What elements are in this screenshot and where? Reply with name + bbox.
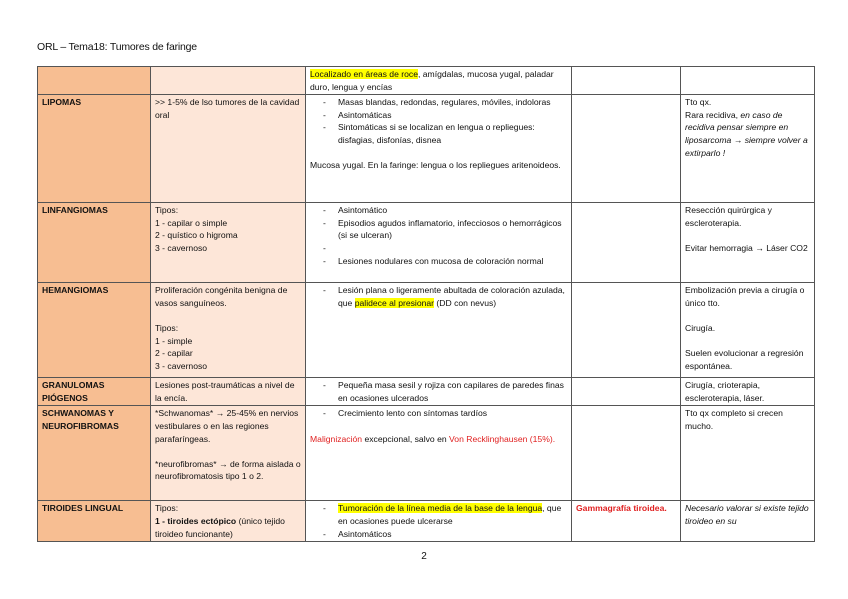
clinic-cell (306, 283, 572, 378)
red-text: Gammagrafía tiroidea. (576, 503, 667, 514)
treatment-cell: Tto qx. Rara recidiva, en caso de recidiva pensar siempre en liposarcoma → siempre volver a extirparlo ! (681, 95, 815, 203)
list-item: - Episodios agudos inflamatorio, infecciosos o hemorrágicos (si se ulceran) (310, 217, 567, 242)
diagnosis-cell (572, 203, 681, 283)
description-cell: >> 1-5% de lso tumores de la cavidad oral (151, 95, 306, 203)
diagnosis-cell (572, 378, 681, 406)
description-cell (151, 67, 306, 95)
description-cell: *Schwanomas* → 25-45% en nervios vestibulares o en las regiones parafaríngeas. *neurofibromas* → de forma aislada o neurofibromatosis tipo 1 o 2. (151, 406, 306, 501)
treatment-cell (681, 67, 815, 95)
list-item: - Asintomáticas (310, 109, 567, 122)
highlighted-text: Tumoración de la línea media de la base de la lengua (338, 503, 543, 514)
red-text: Malignización (310, 433, 363, 444)
clinic-cell (306, 378, 572, 406)
name-cell: GRANULOMAS PIÓGENOS (38, 378, 151, 406)
list-item: - Tumoración de la línea media de la base de la lengua, que en ocasiones puede ulcerarse (310, 502, 567, 527)
diagnosis-cell (572, 501, 681, 542)
treatment-cell: Tto qx completo si crecen mucho. (681, 406, 815, 501)
table-row-tiroides (38, 501, 815, 542)
name-cell: HEMANGIOMAS (38, 283, 151, 378)
description-cell: Lesiones post-traumáticas a nivel de la encía. (151, 378, 306, 406)
name-cell (38, 67, 151, 95)
list-item: - Pequeña masa sesil y rojiza con capilares de paredes finas en ocasiones ulcerados (310, 379, 567, 404)
list-item: - Asintomáticos (310, 528, 567, 541)
list-item: - Asintomático (310, 204, 567, 217)
list-item: - Lesiones nodulares con mucosa de coloración normal (310, 255, 567, 268)
table-row-schwannomas (38, 406, 815, 501)
list-item: - Crecimiento lento con síntomas tardíos (310, 407, 567, 420)
red-text: Von Recklinghausen (15%). (449, 433, 556, 444)
table-row (38, 67, 815, 95)
list-item: - Lesión plana o ligeramente abultada de coloración azulada, que palidece al presionar (DD con nevus) (310, 284, 567, 309)
list-item: - Sintomáticas si se localizan en lengua o repliegues: disfagias, disfonías, disnea (310, 121, 567, 146)
table-row-lipomas (38, 95, 815, 203)
clinic-cell: Localizado en áreas de roce, amígdalas, mucosa yugal, paladar duro, lengua y encías (306, 67, 572, 95)
table-row-hemangiomas (38, 283, 815, 378)
table-row-granulomas (38, 378, 815, 406)
highlighted-text: Localizado en áreas de roce (310, 69, 418, 79)
page-header: ORL – Tema18: Tumores de faringe (37, 41, 197, 53)
diagnosis-cell (572, 283, 681, 378)
diagnosis-cell (572, 406, 681, 501)
highlighted-text: palidece al presionar (354, 297, 435, 308)
name-cell: LIPOMAS (38, 95, 151, 203)
description-cell: Tipos: 1 - capilar o simple 2 - quístico o higroma 3 - cavernoso (151, 203, 306, 283)
list-item: - Masas blandas, redondas, regulares, móviles, indoloras (310, 96, 567, 109)
treatment-cell: Cirugía, crioterapia, escleroterapia, láser. (681, 378, 815, 406)
page-number: 2 (421, 551, 427, 562)
name-cell: SCHWANOMAS Y NEUROFIBROMAS (38, 406, 151, 501)
name-cell: LINFANGIOMAS (38, 203, 151, 283)
treatment-cell: Resección quirúrgica y escleroterapia. Evitar hemorragia → Láser CO2 (681, 203, 815, 283)
clinic-cell (306, 203, 572, 283)
clinic-cell: - Crecimiento lento con síntomas tardíos Malignización excepcional, salvo en Von Recklinghausen (15%). (306, 406, 572, 501)
note-text: Mucosa yugal. En la faringe: lengua o los repliegues aritenoideos. (310, 160, 561, 171)
description-cell: Tipos: 1 - tiroides ectópico (único tejido tiroideo funcionante) (151, 501, 306, 542)
name-cell: TIROIDES LINGUAL (38, 501, 151, 542)
table-row-linfangiomas (38, 203, 815, 283)
description-cell: Proliferación congénita benigna de vasos sanguíneos. Tipos: 1 - simple 2 - capilar 3 - cavernoso (151, 283, 306, 378)
clinic-cell (306, 501, 572, 542)
tumors-table (37, 66, 815, 542)
diagnosis-cell (572, 95, 681, 203)
diagnosis-cell (572, 67, 681, 95)
clinic-cell (306, 95, 572, 203)
treatment-cell: Necesario valorar si existe tejido tiroideo en su (681, 501, 815, 542)
treatment-cell: Embolización previa a cirugía o único tto. Cirugía. Suelen evolucionar a regresión espontánea. (681, 283, 815, 378)
